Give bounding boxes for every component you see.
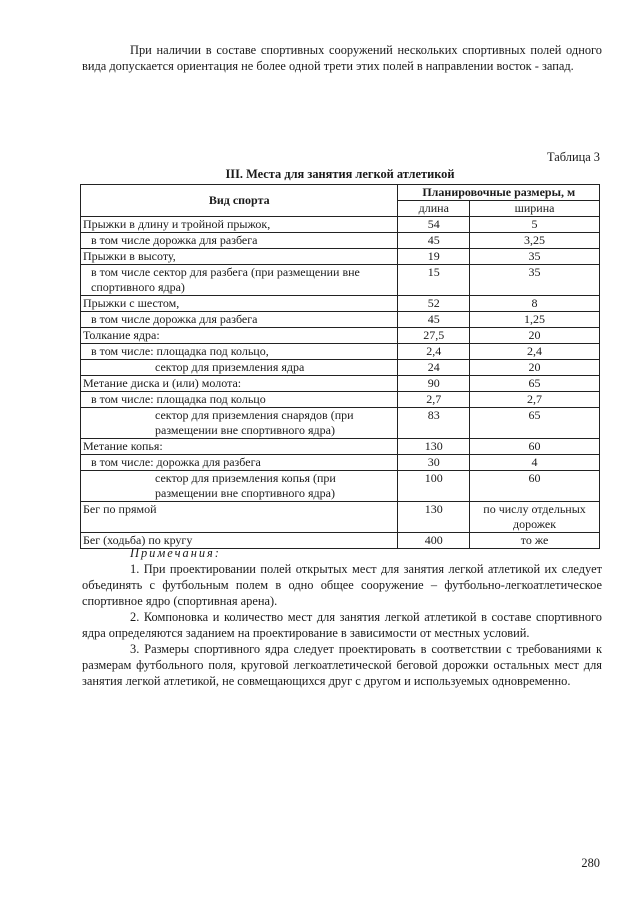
table-title: III. Места для занятия легкой атлетикой <box>225 167 455 181</box>
table-row: в том числе: площадка под кольцо, 2,4 2,4 <box>81 344 600 360</box>
note-item: 3. Размеры спортивного ядра следует проектировать в соответствии с требованиями к размерам футбольного поля, круговой легкоатлетической беговой дорожки остальных мест для занятия легкой атлетикой, не совмещающихся друг с другом и используемых одновременно. <box>82 642 602 688</box>
table-row: в том числе дорожка для разбега 45 3,25 <box>81 233 600 249</box>
header-length: длина <box>398 201 470 217</box>
table-row: сектор для приземления ядра 24 20 <box>81 360 600 376</box>
table-row: Бег (ходьба) по кругу 400 то же <box>81 533 600 549</box>
notes-section <box>82 545 602 689</box>
sizes-table <box>80 184 600 549</box>
table-row: Метание копья: 130 60 <box>81 439 600 455</box>
table-row: Прыжки с шестом, 52 8 <box>81 296 600 312</box>
notes-heading: Примечания: <box>130 546 221 560</box>
table-row: Бег по прямой 130 по числу отдельных дорожек <box>81 502 600 533</box>
header-sport: Вид спорта <box>81 185 398 217</box>
table-row: в том числе дорожка для разбега 45 1,25 <box>81 312 600 328</box>
header-width: ширина <box>470 201 600 217</box>
intro-paragraph: При наличии в составе спортивных сооружений нескольких спортивных полей одного вида допускается ориентация не более одной трети этих полей в направлении восток - запад. <box>82 43 602 73</box>
table-row: Прыжки в длину и тройной прыжок, 54 5 <box>81 217 600 233</box>
header-sizes: Планировочные размеры, м <box>398 185 600 201</box>
note-item: 1. При проектировании полей открытых мест для занятия легкой атлетикой их следует объединять с футбольным полем в одно общее сооружение – футбольно-легкоатлетическое спортивное ядро (спортивная арена). <box>82 562 602 608</box>
table-row: Метание диска и (или) молота: 90 65 <box>81 376 600 392</box>
table-header-row <box>81 185 600 201</box>
table-row: в том числе сектор для разбега (при размещении вне спортивного ядра) 15 35 <box>81 265 600 296</box>
table-row: сектор для приземления снарядов (при размещении вне спортивного ядра) 83 65 <box>81 408 600 439</box>
page-number: 280 <box>581 856 600 870</box>
table-label: Таблица 3 <box>547 150 600 164</box>
table-row: Толкание ядра: 27,5 20 <box>81 328 600 344</box>
note-item: 2. Компоновка и количество мест для занятия легкой атлетикой в составе спортивного ядра определяются заданием на проектирование в зависимости от местных условий. <box>82 610 602 640</box>
table-row: сектор для приземления копья (при размещении вне спортивного ядра) 100 60 <box>81 471 600 502</box>
table-row: Прыжки в высоту, 19 35 <box>81 249 600 265</box>
table-row: в том числе: дорожка для разбега 30 4 <box>81 455 600 471</box>
table-row: в том числе: площадка под кольцо 2,7 2,7 <box>81 392 600 408</box>
